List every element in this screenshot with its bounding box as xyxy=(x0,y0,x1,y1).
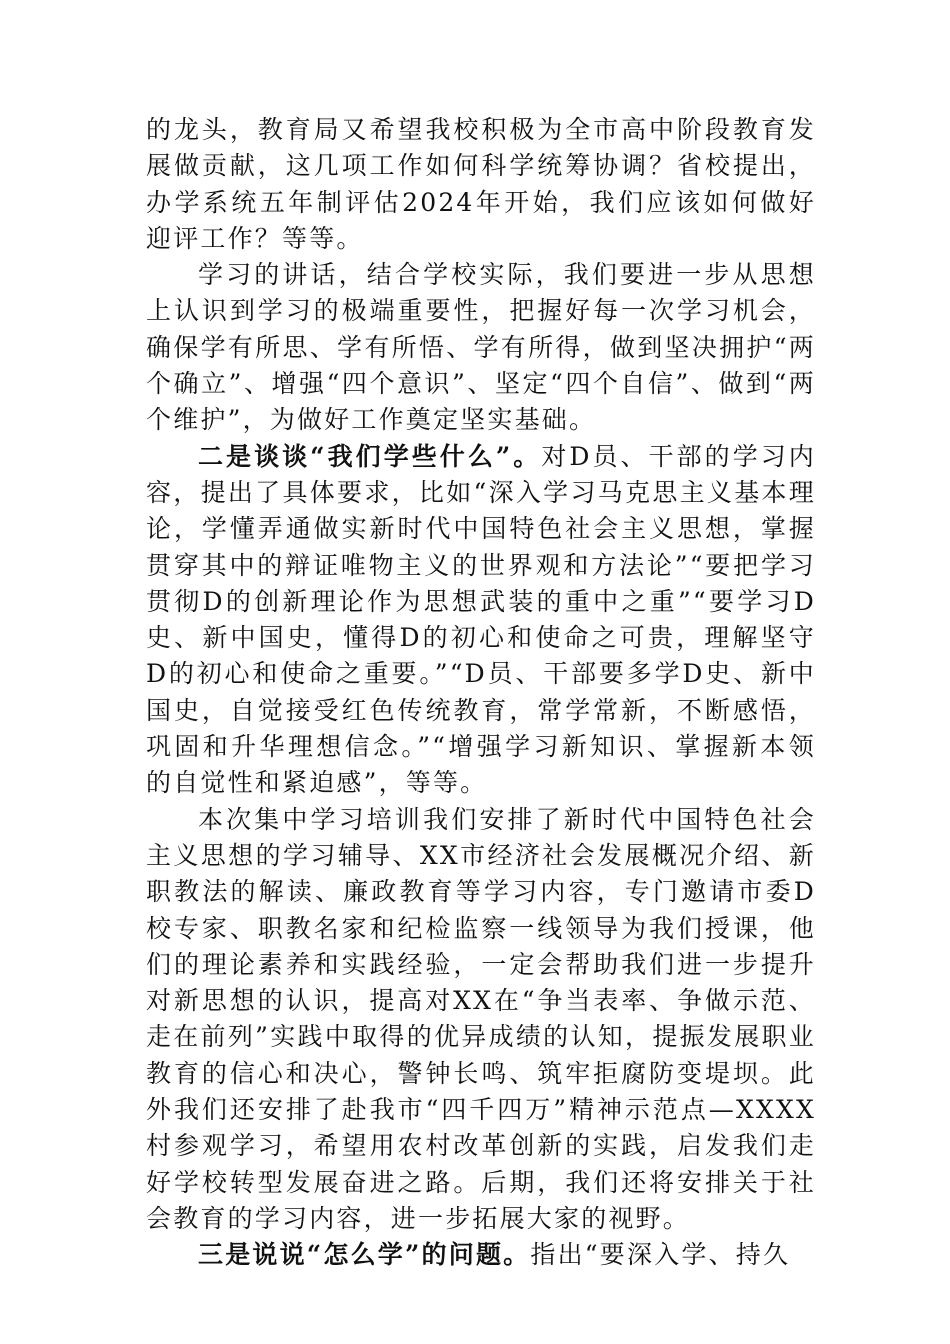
paragraph-heading: 二是谈谈“我们学些什么”。 xyxy=(198,441,542,471)
paragraph-continued xyxy=(146,112,816,257)
paragraph-text: 的龙头，教育局又希望我校积极为全市高中阶段教育发展做贡献，这几项工作如何科学统筹协调？省校提出，办学系统五年制评估2024年开始，我们应该如何做好迎评工作？等等。 xyxy=(146,115,816,253)
paragraph-how-to-learn xyxy=(146,1237,816,1273)
paragraph-text: 对D员、干部的学习内容，提出了具体要求，比如“深入学习马克思主义基本理论，学懂弄通做实新时代中国特色社会主义思想，掌握贯穿其中的辩证唯物主义的世界观和方法论”“要把学习贯彻D的创新理论作为思想武装的重中之重”“要学习D史、新中国史，懂得D的初心和使命之可贵，理解坚守D的初心和使命之重要。”“D员、干部要多学D史、新中国史，自觉接受红色传统教育，常学常新，不断感悟，巩固和升华理想信念。”“增强学习新知识、掌握新本领的自觉性和紧迫感”，等等。 xyxy=(146,441,816,798)
document-page xyxy=(146,112,816,1274)
paragraph-text: 学习的讲话，结合学校实际，我们要进一步从思想上认识到学习的极端重要性，把握好每一次学习机会，确保学有所思、学有所悟、学有所得，做到坚决拥护“两个确立”、增强“四个意识”、坚定“四个自信”、做到“两个维护”，为做好工作奠定坚实基础。 xyxy=(146,260,816,435)
paragraph-text: 指出“要深入学、持久 xyxy=(530,1240,791,1270)
paragraph-training-arrangement xyxy=(146,802,816,1238)
paragraph-heading: 三是说说“怎么学”的问题。 xyxy=(198,1240,531,1270)
paragraph-text: 本次集中学习培训我们安排了新时代中国特色社会主义思想的学习辅导、XX市经济社会发展概况介绍、新职教法的解读、廉政教育等学习内容，专门邀请市委D校专家、职教名家和纪检监察一线领导为我们授课，他们的理论素养和实践经验，一定会帮助我们进一步提升对新思想的认识，提高对XX在“争当表率、争做示范、走在前列”实践中取得的优异成绩的认知，提振发展职业教育的信心和决心，警钟长鸣、筑牢拒腐防变堤坝。此外我们还安排了赴我市“四千四万”精神示范点—XXXX村参观学习，希望用农村改革创新的实践，启发我们走好学校转型发展奋进之路。后期，我们还将安排关于社会教育的学习内容，进一步拓展大家的视野。 xyxy=(146,804,816,1233)
paragraph-learning-importance xyxy=(146,257,816,438)
paragraph-what-to-learn xyxy=(146,439,816,802)
